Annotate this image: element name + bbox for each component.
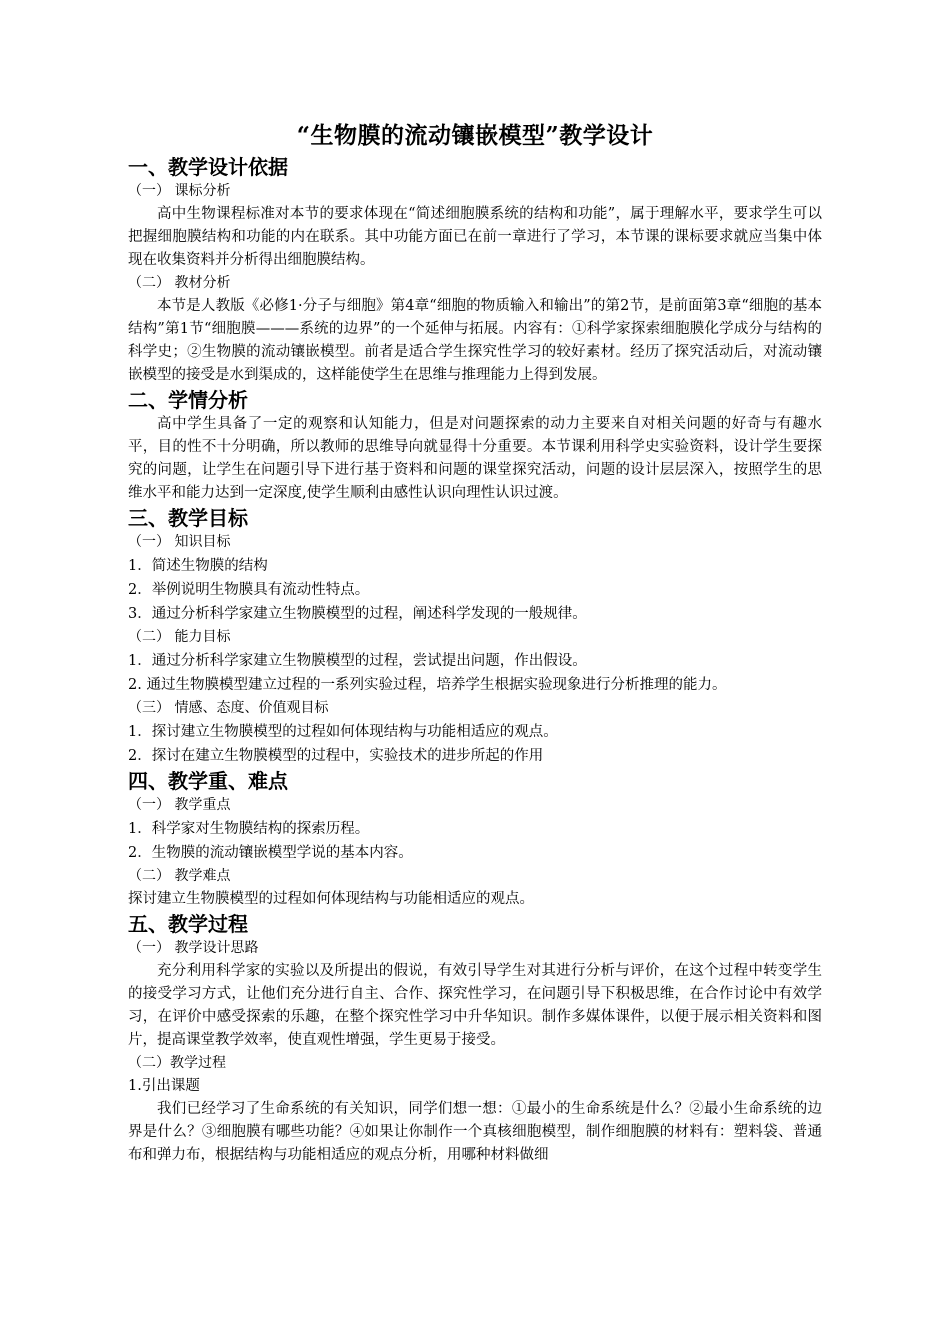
paragraph: 本节是人教版《必修1·分子与细胞》第4章“细胞的物质输入和输出”的第2节，是前面第3章“细胞的基本结构”第1节“细胞膜———系统的边界”的一个延伸与拓展。内容有：①科学家探索细胞膜化学成分与结构的科学史；②生物膜的流动镶嵌模型。前者是适合学生探究性学习的较好素材。经历了探究活动后，对流动镶嵌模型的接受是水到渠成的，这样能使学生在思维与推理能力上得到发展。 [128,298,822,383]
subsection-heading: （二） 教材分析 [128,275,231,291]
paragraph: 高中学生具备了一定的观察和认知能力，但是对问题探索的动力主要来自对相关问题的好奇与有趣水平，目的性不十分明确，所以教师的思维导向就显得十分重要。本节课利用科学史实验资料，设计学生要探究的问题，让学生在问题引导下进行基于资料和问题的课堂探究活动，问题的设计层层深入，按照学生的思维水平和能力达到一定深度,使学生顺利由感性认识向理性认识过渡。 [128,416,822,501]
section-heading: 三、教学目标 [128,506,248,530]
section-heading: 一、教学设计依据 [128,155,288,179]
paragraph: 高中生物课程标准对本节的要求体现在“简述细胞膜系统的结构和功能”，属于理解水平，要求学生可以把握细胞膜结构和功能的内在联系。其中功能方面已在前一章进行了学习，本节课的课标要求就应当集中体现在收集资料并分析得出细胞膜结构。 [128,206,822,268]
subsection-heading: （一） 知识目标 [128,534,231,550]
section-1 [128,154,822,387]
paragraph: 我们已经学习了生命系统的有关知识，同学们想一想：①最小的生命系统是什么？②最小生命系统的边界是什么？③细胞膜有哪些功能？④如果让你制作一个真核细胞模型，制作细胞膜的材料有：塑料袋、普通布和弹力布，根据结构与功能相适应的观点分析，用哪种材料做细 [128,1101,822,1163]
section-3 [128,505,822,768]
list-item: 1．探讨建立生物膜模型的过程如何体现结构与功能相适应的观点。 [128,724,558,740]
subsection-heading: （二） 能力目标 [128,629,231,645]
section-heading: 四、教学重、难点 [128,769,288,793]
paragraph: 充分利用科学家的实验以及所提出的假说，有效引导学生对其进行分析与评价，在这个过程中转变学生的接受学习方式，让他们充分进行自主、合作、探究性学习，在问题引导下积极思维，在合作讨论中有效学习，在评价中感受探索的乐趣，在整个探究性学习中升华知识。制作多媒体课件，以便于展示相关资料和图片，提高课堂教学效率，使直观性增强，学生更易于接受。 [128,963,822,1048]
text-line: 1.引出课题 [128,1078,200,1094]
subsection-heading: （二）教学过程 [128,1055,226,1071]
subsection-heading: （一） 教学设计思路 [128,940,259,956]
list-item: 2．生物膜的流动镶嵌模型学说的基本内容。 [128,845,413,861]
section-heading: 五、教学过程 [128,912,248,936]
section-2 [128,387,822,505]
list-item: 2．探讨在建立生物膜模型的过程中，实验技术的进步所起的作用 [128,748,544,764]
section-5 [128,911,822,1167]
section-4 [128,768,822,911]
list-item: 2. 通过生物膜模型建立过程的一系列实验过程，培养学生根据实验现象进行分析推理的能力。 [128,677,727,693]
document-title: “生物膜的流动镶嵌模型”教学设计 [296,122,654,149]
subsection-heading: （三） 情感、态度、价值观目标 [128,700,329,716]
subsection-heading: （一） 教学重点 [128,797,231,813]
text-line: 探讨建立生物膜模型的过程如何体现结构与功能相适应的观点。 [128,891,534,907]
document-body [128,154,822,1167]
subsection-heading: （二） 教学难点 [128,868,231,884]
section-heading: 二、学情分析 [128,388,248,412]
list-item: 1．科学家对生物膜结构的探索历程。 [128,821,370,837]
subsection-heading: （一） 课标分析 [128,183,231,199]
list-item: 2．举例说明生物膜具有流动性特点。 [128,582,370,598]
list-item: 1．简述生物膜的结构 [128,558,268,574]
list-item: 1．通过分析科学家建立生物膜模型的过程，尝试提出问题，作出假设。 [128,653,587,669]
list-item: 3．通过分析科学家建立生物膜模型的过程，阐述科学发现的一般规律。 [128,606,587,622]
